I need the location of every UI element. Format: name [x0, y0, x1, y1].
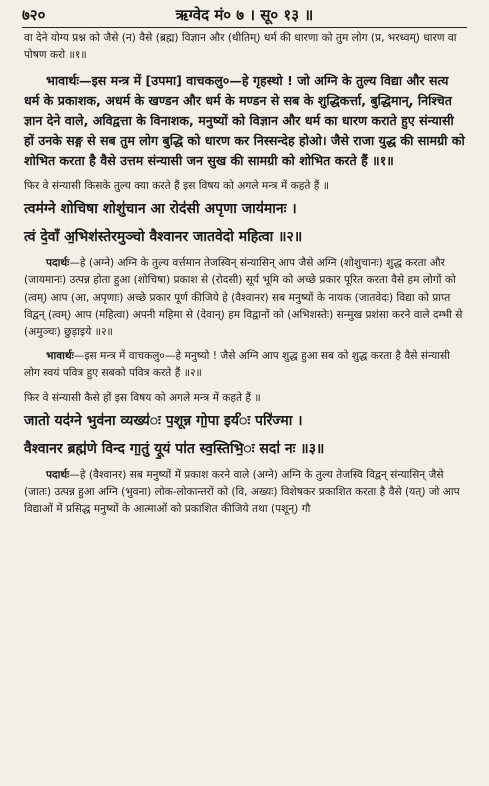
page-header [22, 4, 467, 26]
padarth-2-label: पदार्थः [46, 256, 70, 269]
padarth-2-text: —हे (अग्ने) अग्नि के तुल्य वर्त्तमान तेजस्विन् संन्यासिन् आप जैसे अग्नि (शोशुचानः) शुद्ध करता और (जायमानः) उत्पन्न होता हुआ (शोचिषा) प्रकाश से (रोदसी) सूर्य भूमि को अच्छे प्रकार पूरित करता वैसे हम लोगों को (त्वम्) आप (आ, अपृणाः) अच्छे प्रकार पूर्ण कीजिये हे (वैश्वानर) सब मनुष्यों के नायक (जातवेदः) विद्या को प्राप्त विद्वन् (त्वम्) आप (महित्वा) अपनी महिमा से (देवान्) हम विद्वानों को (अभिशस्तेः) सन्मुख प्रशंसा करने वाले दम्भी से (अमुञ्चः) छुड़ाइये ॥२॥ [24, 256, 463, 339]
padarth-2 [24, 255, 467, 342]
intro-mantra-3: फिर वे संन्यासी कैसे हों इस विषय को अगले मन्त्र में कहते हैं ॥ [24, 391, 261, 404]
page-number: ७२० [22, 6, 46, 24]
padarth-3 [24, 467, 467, 519]
prev-padarth-tail: वा देने योग्य प्रश्न को जैसे (न) वैसे (ब्रह्म) विज्ञान और (धीतिम्) धर्म की धारणा को तुम लोग (प्र, भरध्वम्) धारण वा पोषण करो ॥१॥ [24, 32, 457, 62]
padarth-3-text: —हे (वैश्वानर) सब मनुष्यों में प्रकाश करने वाले (अग्ने) अग्नि के तुल्य तेजस्वि विद्वन् संन्यासिन् जैसे (जातः) उत्पन्न हुआ अग्नि (भुवना) लोक-लोकान्तरों को (वि, अख्यः) विशेषकर प्रकाशित करता है वैसे (यत्) जो आप विद्याओं में प्रसिद्ध मनुष्यों के आत्माओं को प्रकाशित कीजिये तथा (पशून्) गौ [24, 468, 460, 516]
mantra-3-line-1: जातो यद॑ग्ने भुव॑ना व्यख्य॑ः प॒शून्न गो॒पा इर्य॑ः परि॑ज्मा । [24, 412, 303, 429]
mantra-2 [24, 195, 467, 251]
mantra-2-line-1: त्वम॑ग्ने शोचिषा शोशु॑चान आ रोद॑सी अपृणा जाय॑मानः । [24, 200, 297, 217]
bhavarth-1-text: —इस मन्त्र में [उपमा] वाचकलु०—हे गृहस्थो ! जो अग्नि के तुल्य विद्या और सत्य धर्म के प्रकाशक, अधर्म के खण्डन और धर्म के मण्डन से सब के शुद्धिकर्त्ता, बुद्धिमान्, निश्चित ज्ञान देने वाले, अविद्वत्ता के विनाशक, मनुष्यों को विज्ञान और धर्म का धारण कराते हुए संन्यासी हों उनके सङ्ग से सब तुम लोग बुद्धि को धारण कर निस्सन्देह होओ। जैसे राजा युद्ध की सामग्री को शोभित करता है वैसे उत्तम संन्यासी जन सुख की सामग्री को शोभित करते हैं ॥१॥ [24, 72, 465, 168]
intro-mantra-2: फिर वे संन्यासी किसके तुल्य क्या करते हैं इस विषय को अगले मन्त्र में कहते हैं ॥ [24, 179, 330, 192]
mantra-3-line-2: वैश्वानर ब्रह्म॑णे विन्द गा॒तुं यू॒यं पा॑त स्व॒स्तिभि॒ः सदा॑ नः ॥३॥ [24, 440, 325, 457]
mantra-3 [24, 407, 467, 463]
bhavarth-2-text: —इस मन्त्र में वाचकलु०—हे मनुष्यो ! जैसे अग्नि आप शुद्ध हुआ सब को शुद्ध करता है वैसे संन्यासी लोग स्वयं पवित्र हुए सबको पवित्र करते हैं ॥२॥ [24, 349, 450, 380]
bhavarth-1-label: भावार्थः [46, 72, 79, 88]
bhavarth-1 [24, 71, 467, 171]
bhavarth-2-label: भावार्थः [46, 349, 74, 362]
running-title: ऋग्वेद मं० ७ । सू० १३ ॥ [175, 6, 314, 24]
mantra-2-line-2: त्वं दे॒वाँ अ॒भिश॑स्तेरमुञ्चो वैश्वानर जातवेदो महित्वा ॥२॥ [24, 228, 303, 245]
bhavarth-2 [24, 348, 467, 383]
header-rule [22, 27, 467, 28]
padarth-3-label: पदार्थः [46, 468, 70, 481]
